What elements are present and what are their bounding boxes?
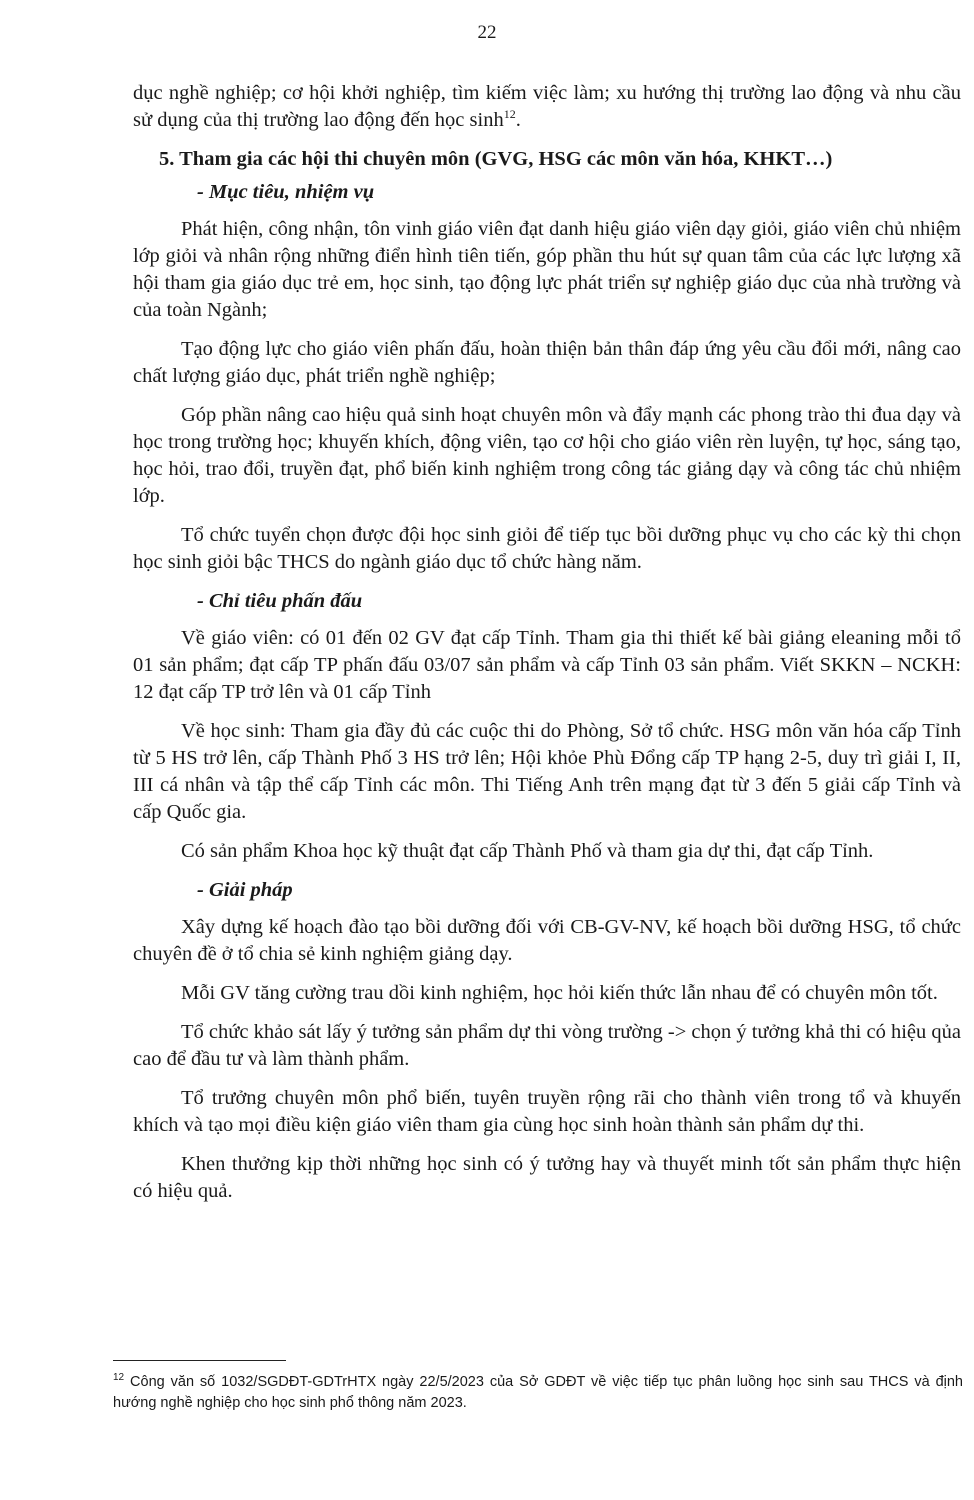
muc-tieu-paragraph: Tổ chức tuyển chọn được đội học sinh giỏi để tiếp tục bồi dưỡng phục vụ cho các kỳ thi chọn học sinh giỏi bậc THCS do ngành giáo dục tổ chức hàng năm.	[133, 524, 961, 573]
page-number: 22	[477, 22, 497, 43]
giai-phap-heading: - Giải pháp	[197, 879, 293, 901]
chi-tieu-paragraph: Về giáo viên: có 01 đến 02 GV đạt cấp Tỉnh. Tham gia thi thiết kế bài giảng eleaning mỗi tổ 01 sản phẩm; đạt cấp TP phấn đấu 03/07 sản phẩm và cấp Tỉnh 03 sản phẩm. Viết SKKN – NCKH: 12 đạt cấp TP trở lên và 01 cấp Tỉnh	[133, 627, 961, 703]
footnote	[113, 1372, 963, 1414]
giai-phap-paragraph: Tổ trưởng chuyên môn phổ biến, tuyên truyền rộng rãi cho thành viên trong tổ và khuyến khích và tạo mọi điều kiện giáo viên tham gia cùng học sinh hoàn thành sản phẩm dự thi.	[133, 1087, 961, 1136]
chi-tieu-heading: - Chỉ tiêu phấn đấu	[197, 590, 363, 612]
footnote-text: Công văn số 1032/SGDĐT-GDTrHTX ngày 22/5/2023 của Sở GDĐT về việc tiếp tục phân luồng học sinh sau THCS và định hướng nghề nghiệp cho học sinh phổ thông năm 2023.	[113, 1374, 963, 1411]
giai-phap-paragraph: Tổ chức khảo sát lấy ý tưởng sản phẩm dự thi vòng trường -> chọn ý tưởng khả thi có hiệu qủa cao để đầu tư và làm thành phẩm.	[133, 1021, 961, 1070]
footnote-ref: 12	[503, 107, 516, 122]
chi-tieu-paragraph: Về học sinh: Tham gia đầy đủ các cuộc thi do Phòng, Sở tổ chức. HSG môn văn hóa cấp Tỉnh từ 5 HS trở lên, cấp Thành Phố 3 HS trở lên; Hội khỏe Phù Đổng cấp TP hạng 2-5, duy trì giải I, II, III cá nhân và tập thể cấp Tỉnh các môn. Thi Tiếng Anh trên mạng đạt từ 3 đến 5 giải cấp Tỉnh và cấp Quốc gia.	[133, 720, 961, 823]
giai-phap-paragraph: Mỗi GV tăng cường trau dồi kinh nghiệm, học hỏi kiến thức lẫn nhau để có chuyên môn tốt.	[181, 982, 938, 1004]
giai-phap-paragraph: Xây dựng kế hoạch đào tạo bồi dưỡng đối với CB-GV-NV, kế hoạch bồi dưỡng HSG, tổ chức chuyên đề ở tổ chia sẻ kinh nghiệm giảng dạy.	[133, 916, 961, 965]
giai-phap-paragraph: Khen thưởng kịp thời những học sinh có ý tưởng hay và thuyết minh tốt sản phẩm thực hiện có hiệu quả.	[133, 1153, 961, 1202]
intro-paragraph	[133, 80, 961, 134]
muc-tieu-heading: - Mục tiêu, nhiệm vụ	[197, 181, 375, 203]
footnote-number: 12	[113, 1372, 125, 1384]
footnote-separator	[113, 1360, 286, 1361]
muc-tieu-paragraph: Phát hiện, công nhận, tôn vinh giáo viên đạt danh hiệu giáo viên dạy giỏi, giáo viên chủ nhiệm lớp giỏi và nhân rộng những điển hình tiên tiến, góp phần thu hút sự quan tâm của các lực lượng xã hội tham gia giáo dục trẻ em, học sinh, tạo động lực phát triển sự nghiệp giáo dục của nhà trường và của toàn Ngành;	[133, 218, 961, 321]
page-body	[133, 80, 961, 1217]
muc-tieu-paragraph: Góp phần nâng cao hiệu quả sinh hoạt chuyên môn và đẩy mạnh các phong trào thi đua dạy và học trong trường học; khuyến khích, động viên, tạo cơ hội cho giáo viên rèn luyện, tự học, sáng tạo, học hỏi, trao đổi, truyền đạt, phổ biến kinh nghiệm trong công tác giảng dạy và công tác chủ nhiệm lớp.	[133, 404, 961, 507]
intro-end: .	[515, 109, 521, 131]
muc-tieu-paragraph: Tạo động lực cho giáo viên phấn đấu, hoàn thiện bản thân đáp ứng yêu cầu đổi mới, nâng cao chất lượng giáo dục, phát triển nghề nghiệp;	[133, 338, 961, 387]
chi-tieu-paragraph: Có sản phẩm Khoa học kỹ thuật đạt cấp Thành Phố và tham gia dự thi, đạt cấp Tỉnh.	[181, 840, 874, 862]
section-heading: 5. Tham gia các hội thi chuyên môn (GVG, HSG các môn văn hóa, KHKT…)	[159, 148, 833, 170]
intro-text: dục nghề nghiệp; cơ hội khởi nghiệp, tìm kiếm việc làm; xu hướng thị trường lao động và nhu cầu sử dụng của thị trường lao động đến học sinh	[133, 82, 961, 131]
